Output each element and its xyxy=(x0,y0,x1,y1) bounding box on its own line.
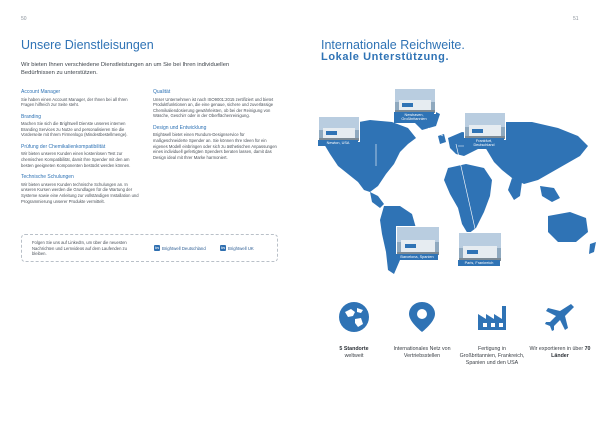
service-heading: Account Manager xyxy=(21,89,61,95)
service-heading: Branding xyxy=(21,113,42,120)
stat-manufacturing xyxy=(459,300,525,366)
service-body: Wir bieten unseren Kunden einen kostenlosen Test zur chemischen Kompatibilität, damit Ihre Spender mit den am besten geeigneten Komponenten bestückt werden können. xyxy=(21,151,131,168)
caption-usa: Newton, USA xyxy=(318,140,358,146)
page-number-left: 50 xyxy=(21,16,27,22)
factory-icon xyxy=(475,300,509,334)
linkedin-link-germany[interactable] xyxy=(154,245,206,251)
africa-shape xyxy=(444,164,492,234)
linkedin-link-germany-label: Brightwell Deutschland xyxy=(162,245,206,251)
intro-text: Wir bieten Ihnen verschiedene Dienstleistungen an um Sie bei Ihren individuellen Bedürfnissen zu unterstützen. xyxy=(21,62,230,76)
stat-network xyxy=(389,300,455,360)
photo-uk xyxy=(394,88,436,114)
linkedin-callout-text: Folgen Sie uns auf LinkedIn, um über die neuesten Nachrichten und Lernvideos auf dem Laufenden zu bleiben. xyxy=(32,240,127,257)
linkedin-icon: in xyxy=(155,245,159,250)
photo-france xyxy=(458,232,502,262)
stat-network-text: Internationales Netz von Vertriebsstellen xyxy=(393,346,451,359)
caption-spain: Barcelona, Spanien xyxy=(396,254,438,260)
section-title-services: Unsere Dienstleisungen xyxy=(21,38,154,52)
service-body: Sie haben einen Account Manager, der Ihnen bei all Ihren Fragen hilfreich zur Seite steht. xyxy=(21,96,128,108)
pin-line-spain xyxy=(428,152,451,232)
stats-row xyxy=(321,300,593,390)
services-column-2 xyxy=(153,89,278,166)
world-map xyxy=(308,82,600,282)
new-zealand-shape xyxy=(589,242,596,254)
australia-shape xyxy=(548,212,588,242)
globe-icon xyxy=(337,300,371,334)
services-column-1 xyxy=(21,89,141,210)
service-heading: Design und Entwicklung xyxy=(153,124,207,131)
photo-germany xyxy=(464,112,506,140)
caption-france: Paris, Frankreich xyxy=(458,260,500,266)
location-pin-icon xyxy=(405,300,439,334)
linkedin-icon: in xyxy=(221,245,225,250)
service-body: Machen Sie sich die Brightwell Dienste unseres internen Branding Services zu Nutze und personalisieren Sie die Vorderseite mit Ihrem Firmenlogo (Mindestbestellmenge). xyxy=(21,121,128,138)
stat-export xyxy=(527,300,593,360)
photo-usa xyxy=(318,116,360,142)
airplane-icon xyxy=(543,300,577,334)
stat-locations xyxy=(321,300,387,360)
linkedin-link-uk-label: Brightwell UK xyxy=(228,245,254,251)
linkedin-link-uk[interactable] xyxy=(220,245,254,251)
central-america-shape xyxy=(370,192,384,208)
pin-line-uk xyxy=(428,128,443,136)
stat-locations-text: 5 Standorte weltweit xyxy=(339,346,369,359)
india-shape xyxy=(508,178,522,200)
caption-uk: Newhaven, Großbritannien xyxy=(394,112,434,123)
reach-subtitle: Lokale Unterstützung. xyxy=(321,51,450,63)
service-body: Wir bieten unseren Kunden technische Schulungen an. In unseren Kursen werden die Grundlagen für die Wartung der Systeme sowie eine Anleitung zur vollständigen Installation und Programmierung unserer Produkte vermittelt. xyxy=(21,181,139,204)
linkedin-callout xyxy=(21,234,278,262)
se-asia-shape xyxy=(540,186,560,202)
stat-export-text: Wir exportieren in über 70 Länder xyxy=(529,346,591,359)
reach-title: Internationale Reichweite. xyxy=(321,38,465,52)
stat-manufacturing-text: Fertigung in Großbritannien, Frankreich, Spanien und den USA xyxy=(459,346,525,366)
service-heading: Technische Schulungen xyxy=(21,174,74,181)
page-number-right: 51 xyxy=(573,16,579,22)
service-heading: Prüfung der Chemikalienkompatibilität xyxy=(21,143,106,150)
caption-germany: Frankfurt, Deutschland xyxy=(464,138,504,149)
right-page xyxy=(300,0,600,424)
service-heading: Qualität xyxy=(153,89,171,95)
service-body: Unser Unternehmen ist nach ISO9001:2015 zertifiziert und bietet Produktfunktionen an, die eine genaue, sichere und zuverlässige Chemikaliendosierung gewährleisten, ob bei der Reinigung von Wäsche, Geschirr oder in der Oberflächenreinigung. xyxy=(153,96,274,119)
photo-spain xyxy=(396,226,440,256)
service-body: Brightwell bietet einen Rundum-Designservice für maßgeschneiderte Spender an. Sie können Ihre Ideen für ein eigenes Modell einbringen oder sich zu ästhetischen Anpassungen eines individuell gefertigten Spenders beraten lassen, damit das Design ideal mit Ihrer Marke harmoniert. xyxy=(153,132,277,160)
